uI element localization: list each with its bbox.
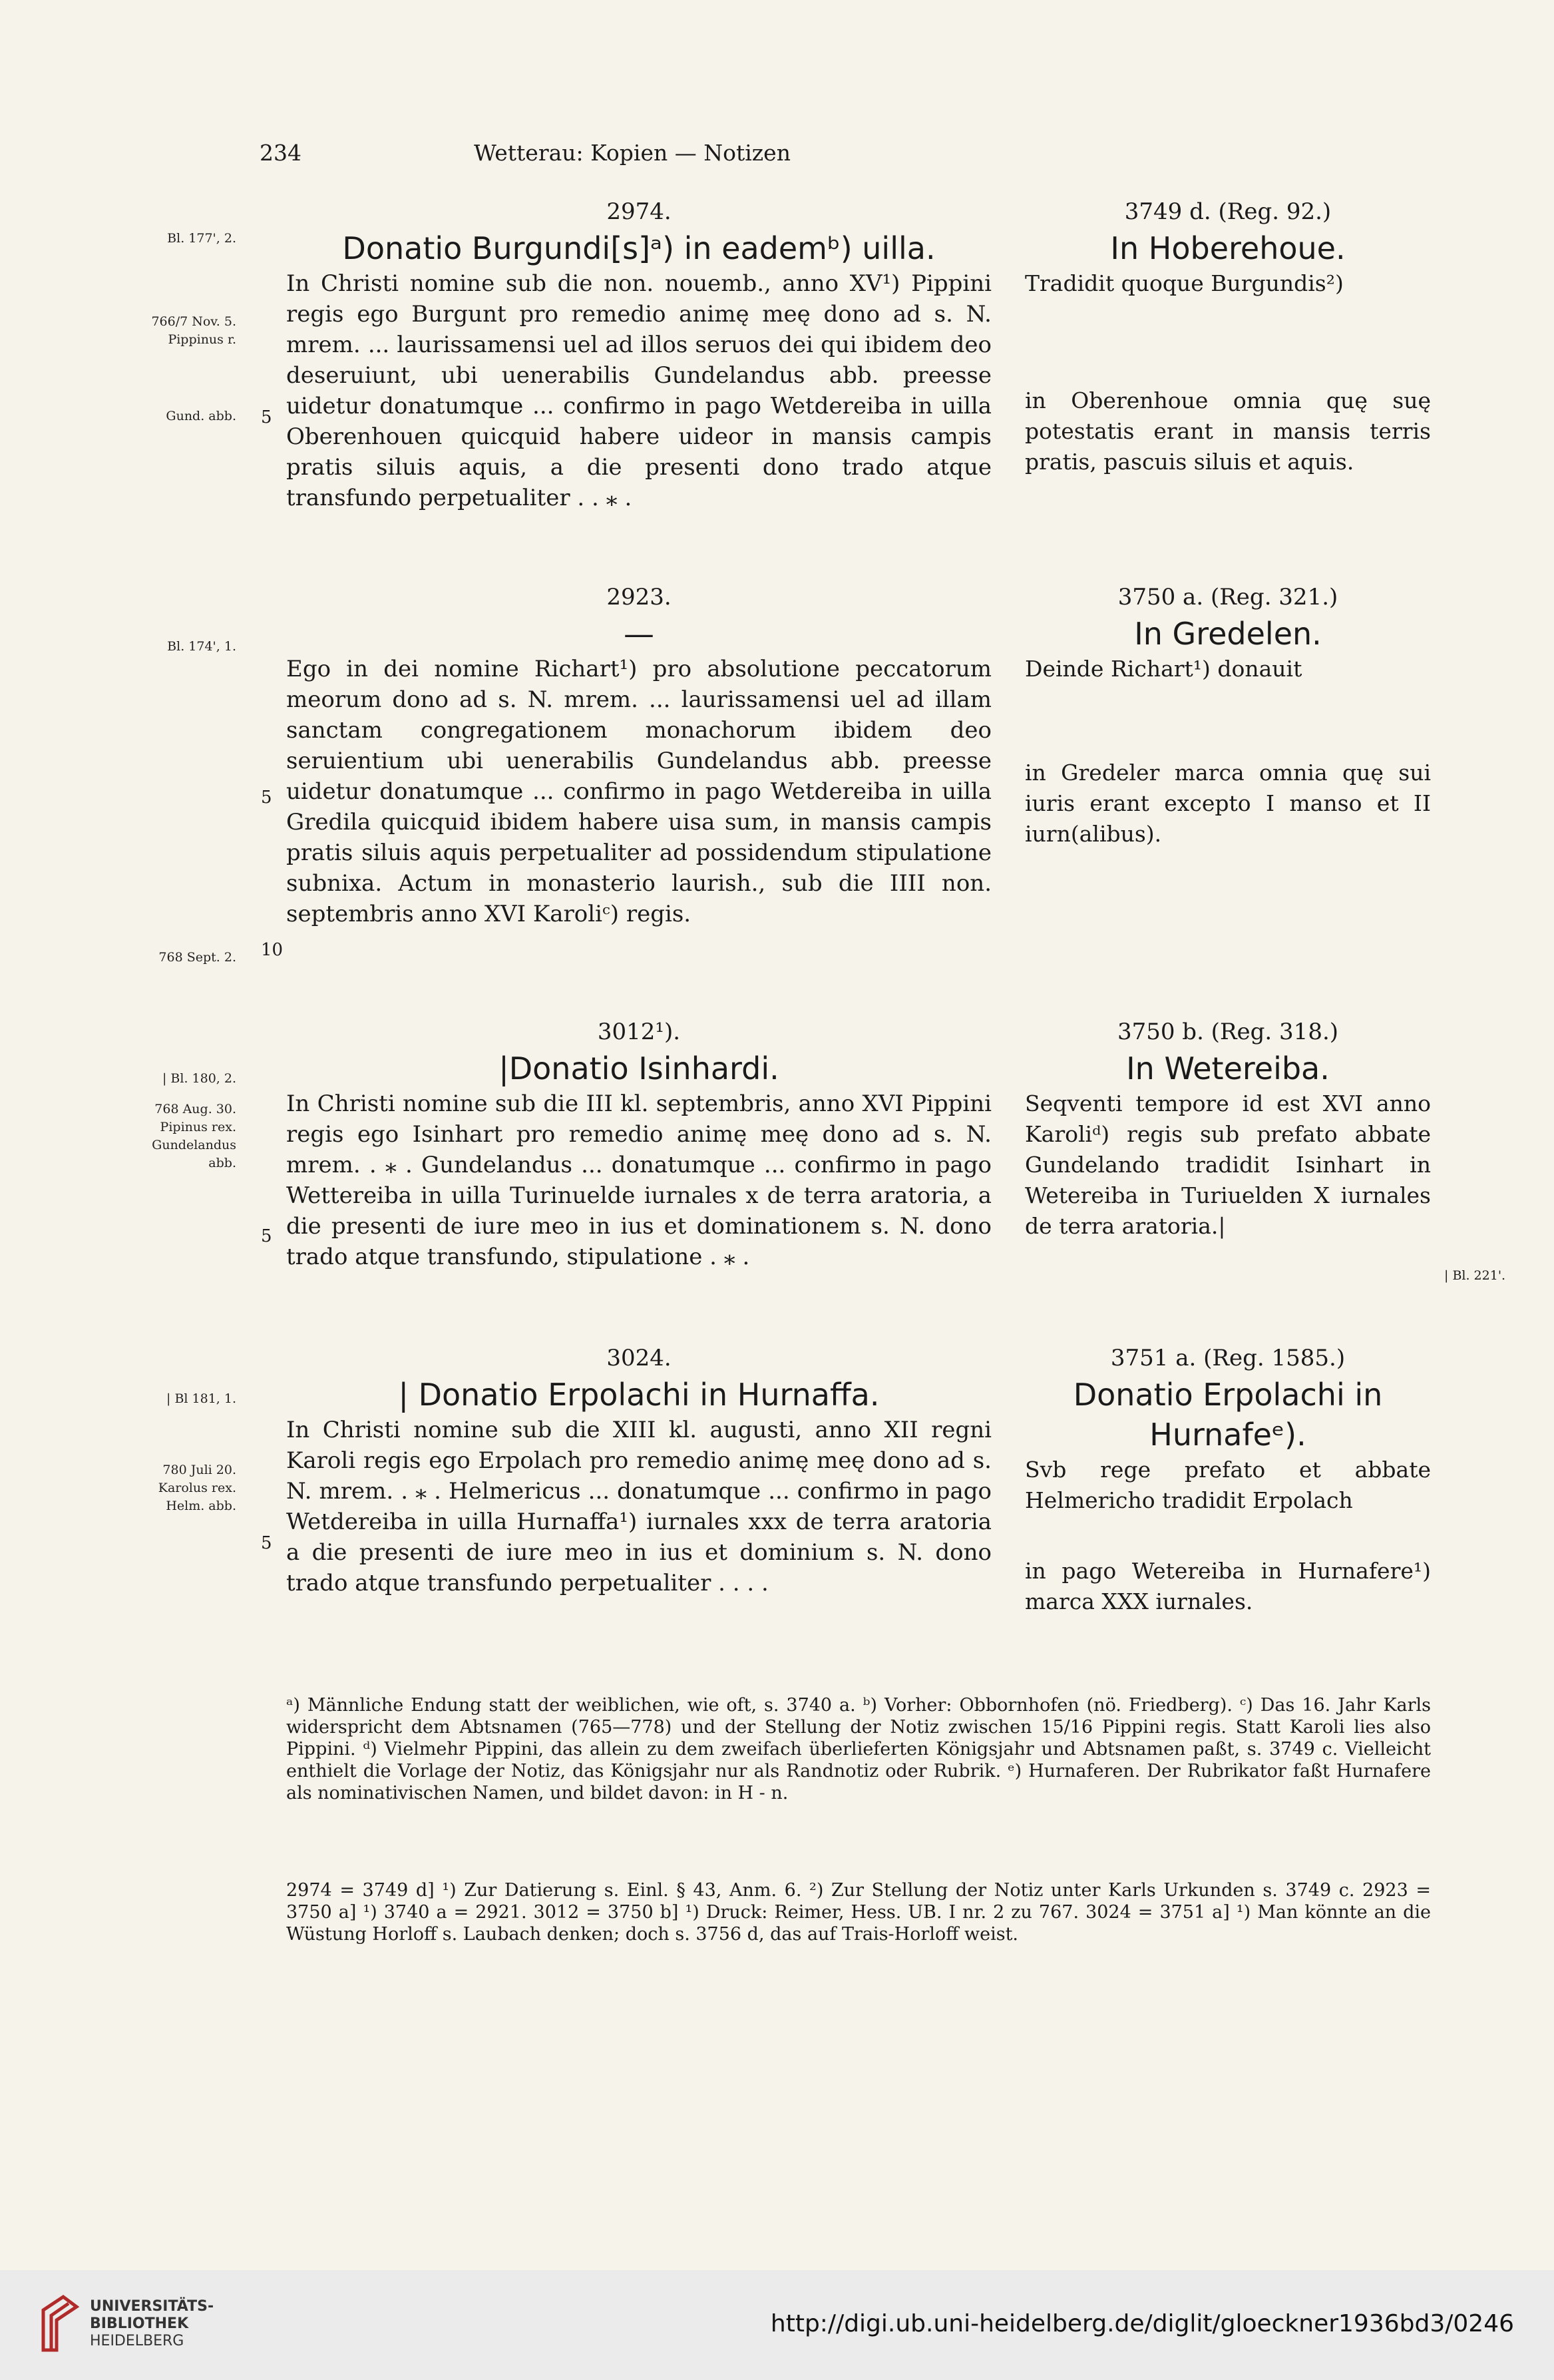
line-number: 10: [261, 940, 284, 960]
entry-3012: [286, 1015, 992, 1272]
entry-number: 2923.: [606, 584, 672, 610]
right-margin-note: | Bl. 221'.: [1444, 1268, 1506, 1283]
page-header: [260, 140, 1005, 173]
entry-text: Tradidit quoque Burgundis²): [1025, 270, 1344, 296]
library-name: UNIVERSITÄTS- BIBLIOTHEK HEIDELBERG: [90, 2298, 214, 2349]
entry-text: In Christi nomine sub die III kl. septembris, anno XVI Pippini regis ego Isinhart pro remedio animę meę dono ad s. N. mrem. . ⁎ . Gundelandus ... donatumque ... confirmo in pago Wettereiba in uilla Turinuelde iurnales x de terra aratoria, a die presenti de iure meo in ius et dominationem s. N. dono trado atque transfundo, stipulatione . ⁎ .: [286, 1090, 992, 1270]
entry-text: Ego in dei nomine Richart¹) pro absolutione peccatorum meorum dono ad s. N. mrem. ... laurissamensi uel ad illam sanctam congregationem monachorum ibidem deo seruientium ubi uenerabilis Gundelandus abb. preesse uidetur donatumque ... confirmo in pago Wetdereiba in uilla Gredila quicquid ibidem habere uisa sum, in mansis campis pratis siluis aquis perpetualiter ad possidendum stipulatione subnixa. Actum in monasterio laurish., sub die IIII non. septembris anno XVI Karoliᶜ) regis.: [286, 656, 992, 927]
margin-note: Gund. abb.: [166, 409, 236, 423]
entry-number: 3750 a. (Reg. 321.): [1117, 584, 1338, 610]
entry-text: in Oberenhoue omnia quę suę potestatis erant in mansis terris pratis, pascuis siluis et aquis.: [1025, 387, 1431, 475]
entry-number: 2974.: [606, 198, 672, 225]
entry-title: In Wetereiba.: [1126, 1051, 1330, 1086]
right-entry-3750b: [1025, 1015, 1431, 1242]
entry-text: in pago Wetereiba in Hurnafere¹) marca XXX iurnales.: [1025, 1558, 1431, 1614]
line-number: 5: [261, 1226, 272, 1246]
entry-title: In Hoberehoue.: [1110, 230, 1346, 266]
margin-note: Bl. 177', 2.: [167, 231, 236, 246]
entry-number: 3751 a. (Reg. 1585.): [1110, 1345, 1346, 1371]
entry-number: 3012¹).: [597, 1019, 681, 1045]
line-number: 5: [261, 1533, 272, 1553]
entry-title: Donatio Burgundi[s]ᵃ) in eademᵇ) uilla.: [342, 230, 936, 266]
right-entry-3750a: [1025, 581, 1431, 849]
entry-title: In Gredelen.: [1134, 616, 1322, 652]
notes: [286, 1879, 1431, 1945]
library-logo-icon: [37, 2290, 83, 2357]
entry-title: Donatio Erpolachi in Hurnafeᵉ).: [1073, 1377, 1383, 1453]
margin-note: 780 Juli 20. Karolus rex. Helm. abb.: [158, 1463, 236, 1513]
margin-note: | Bl. 180, 2.: [162, 1071, 236, 1086]
entry-text: In Christi nomine sub die non. nouemb., anno XV¹) Pippini regis ego Burgunt pro remedio animę meę dono ad s. N. mrem. ... laurissamensi uel ad illos seruos dei qui ibidem deo deseruiunt, ubi uenerabilis Gundelandus abb. preesse uidetur donatumque ... confirmo in pago Wetdereiba in uilla Oberenhouen quicquid habere uideor in mansis campis pratis siluis aquis, a die presenti dono trado atque transfundo perpetualiter . . ⁎ .: [286, 270, 992, 511]
entry-2974: [286, 195, 992, 513]
entry-text: Svb rege prefato et abbate Helmericho tradidit Erpolach: [1025, 1457, 1431, 1513]
margin-note: Bl. 174', 1.: [167, 639, 236, 654]
right-entry-3751a: [1025, 1341, 1431, 1617]
entry-number: 3024.: [606, 1345, 672, 1371]
entry-title: —: [624, 616, 654, 652]
margin-note: 768 Aug. 30. Pipinus rex. Gundelandus abb.: [152, 1102, 236, 1170]
entry-text: in Gredeler marca omnia quę sui iuris erant excepto I manso et II iurn(alibus).: [1025, 760, 1431, 847]
entry-2923: [286, 581, 992, 929]
entry-title: | Donatio Erpolachi in Hurnaffa.: [398, 1377, 880, 1413]
line-number: 5: [261, 788, 272, 808]
entry-text: In Christi nomine sub die XIII kl. augusti, anno XII regni Karoli regis ego Erpolach pro remedio animę meę dono ad s. N. mrem. . ⁎ . Helmericus ... donatumque ... confirmo in pago Wetdereiba in uilla Hurnaffa¹) iurnales xxx de terra aratoria a die presenti de iure meo in ius et dominium s. N. dono trado atque transfundo perpetualiter . . . .: [286, 1417, 992, 1596]
entry-number: 3749 d. (Reg. 92.): [1124, 198, 1332, 225]
entry-title: |Donatio Isinhardi.: [498, 1051, 779, 1086]
entry-number: 3750 b. (Reg. 318.): [1117, 1019, 1339, 1045]
margin-note: 768 Sept. 2.: [158, 950, 236, 965]
right-entry-3749d: [1025, 195, 1431, 477]
page-number: 234: [260, 140, 301, 166]
entry-text: Seqventi tempore id est XVI anno Karoliᵈ) regis sub prefato abbate Gundelando tradidit Isinhart in Wetereiba in Turiuelden X iurnales de terra aratoria.|: [1025, 1090, 1431, 1239]
line-number: 5: [261, 407, 272, 427]
footer-url[interactable]: http://digi.ub.uni-heidelberg.de/diglit/gloeckner1936bd3/0246: [770, 2310, 1514, 2337]
note-text: 2974 = 3749 d] ¹) Zur Datierung s. Einl. § 43, Anm. 6. ²) Zur Stellung der Notiz unter Karls Urkunden s. 3749 c. 2923 = 3750 a] ¹) 3740 a = 2921. 3012 = 3750 b] ¹) Druck: Reimer, Hess. UB. I nr. 2 zu 767. 3024 = 3751 a] ¹) Man könnte an die Wüstung Horloff s. Laubach denken; doch s. 3756 d, das auf Trais-Horloff weist.: [286, 1880, 1431, 1945]
footnote-text: ᵃ) Männliche Endung statt der weiblichen, wie oft, s. 3740 a. ᵇ) Vorher: Obbornhofen (nö. Friedberg). ᶜ) Das 16. Jahr Karls widerspricht dem Abtsnamen (765—778) und der Stellung der Notiz zwischen 15/16 Pippini regis. Statt Karoli lies also Pippini. ᵈ) Vielmehr Pippini, das allein zu dem zweifach überlieferten Königsjahr und Abtsnamen paßt, s. 3749 c. Vielleicht enthielt die Vorlage der Notiz, das Königsjahr nur als Randnotiz oder Rubrik. ᵉ) Hurnaferen. Der Rubrikator faßt Hurnafere als nominativischen Namen, und bildet davon: in H - n.: [286, 1695, 1431, 1803]
footnotes: [286, 1694, 1431, 1804]
margin-note: | Bl 181, 1.: [166, 1391, 236, 1406]
margin-note: 766/7 Nov. 5. Pippinus r.: [151, 314, 236, 347]
entry-3024: [286, 1341, 992, 1598]
entry-text: Deinde Richart¹) donauit: [1025, 656, 1302, 682]
running-title: Wetterau: Kopien — Notizen: [474, 140, 791, 166]
